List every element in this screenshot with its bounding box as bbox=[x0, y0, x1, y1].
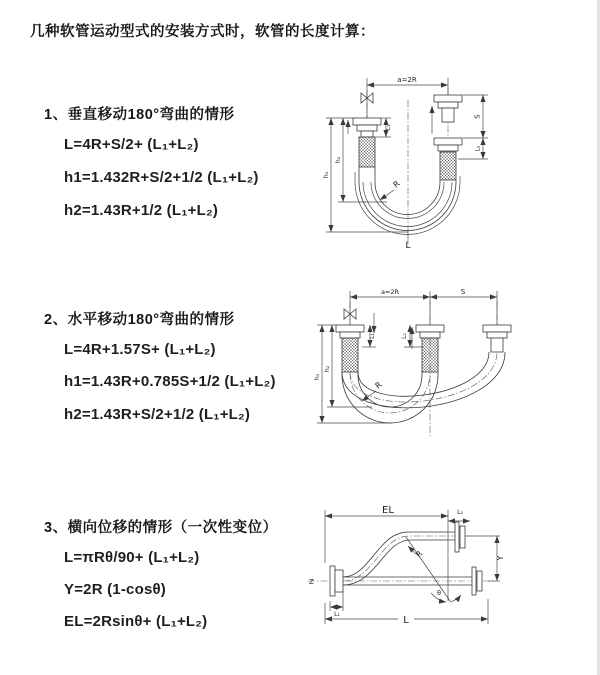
formula-line: EL=2Rsinθ+ (L₁+L₂) bbox=[64, 613, 208, 630]
formula-line: L=4R+S/2+ (L₁+L₂) bbox=[64, 136, 199, 153]
dim-label-l2: L₂ bbox=[474, 145, 482, 152]
formula-line: Y=2R (1-cosθ) bbox=[64, 581, 166, 598]
dim-label-theta: θ bbox=[437, 589, 441, 597]
braided-hose-section bbox=[422, 338, 438, 372]
dim-label-radius: R bbox=[391, 179, 402, 190]
section-1-heading: 1、垂直移动180°弯曲的情形 bbox=[44, 107, 235, 123]
dim-label-l2: L₂ bbox=[401, 333, 408, 339]
dim-label-radius: R bbox=[373, 380, 384, 391]
braided-hose-section bbox=[440, 152, 456, 180]
dim-label-a2r: a=2R bbox=[380, 288, 400, 296]
dim-label-s: S bbox=[473, 114, 482, 119]
right-flange bbox=[472, 567, 482, 595]
right-hose-end bbox=[434, 95, 462, 180]
left-flange bbox=[330, 566, 343, 596]
dim-label-a2r: a=2R bbox=[397, 76, 417, 84]
formula-line: h2=1.43R+S/2+1/2 (L₁+L₂) bbox=[64, 406, 251, 423]
dim-label-y: Y bbox=[496, 555, 505, 561]
dim-label-l1: L₁ bbox=[385, 124, 392, 131]
dim-label-l2: L₂ bbox=[457, 509, 463, 516]
left-hose-end bbox=[336, 325, 364, 372]
diagram-lateral-displacement bbox=[300, 503, 600, 653]
formula-line: L=4R+1.57S+ (L₁+L₂) bbox=[64, 341, 216, 358]
upper-flange bbox=[455, 522, 465, 552]
dim-label-h1: h₁ bbox=[322, 171, 330, 179]
angle-construction bbox=[406, 537, 461, 602]
braided-hose-section bbox=[359, 137, 375, 167]
diagram-horizontal-180-bend bbox=[312, 287, 592, 462]
formula-line: h1=1.432R+S/2+1/2 (L₁+L₂) bbox=[64, 169, 259, 186]
dim-label-z: Z bbox=[309, 578, 314, 586]
dim-label-length: L bbox=[403, 615, 409, 626]
middle-hose-end bbox=[416, 325, 444, 372]
section-3-heading: 3、横向位移的情形（一次性变位） bbox=[44, 520, 278, 536]
dim-label-l1: L₁ bbox=[334, 611, 340, 618]
dim-label-h2: h₂ bbox=[323, 365, 331, 373]
formula-line: h1=1.43R+0.785S+1/2 (L₁+L₂) bbox=[64, 373, 276, 390]
dim-label-h2: h₂ bbox=[334, 156, 342, 164]
shifted-hose-end bbox=[483, 325, 511, 352]
dim-label-radius: R bbox=[414, 549, 425, 560]
formula-line: h2=1.43R+1/2 (L₁+L₂) bbox=[64, 202, 219, 219]
dim-label-s: S bbox=[460, 288, 466, 296]
dim-label-l1: L₁ bbox=[369, 333, 376, 339]
left-hose-end bbox=[353, 118, 381, 167]
braided-hose-section bbox=[342, 338, 358, 372]
section-2-heading: 2、水平移动180°弯曲的情形 bbox=[44, 312, 235, 328]
dim-label-el: EL bbox=[382, 505, 394, 516]
diagram-vertical-180-bend bbox=[312, 72, 592, 257]
dim-label-length: L bbox=[405, 241, 411, 251]
formula-line: L=πRθ/90+ (L₁+L₂) bbox=[64, 549, 200, 566]
dim-label-h1: h₁ bbox=[313, 373, 321, 381]
page-title: 几种软管运动型式的安装方式时，软管的长度计算： bbox=[30, 24, 375, 40]
